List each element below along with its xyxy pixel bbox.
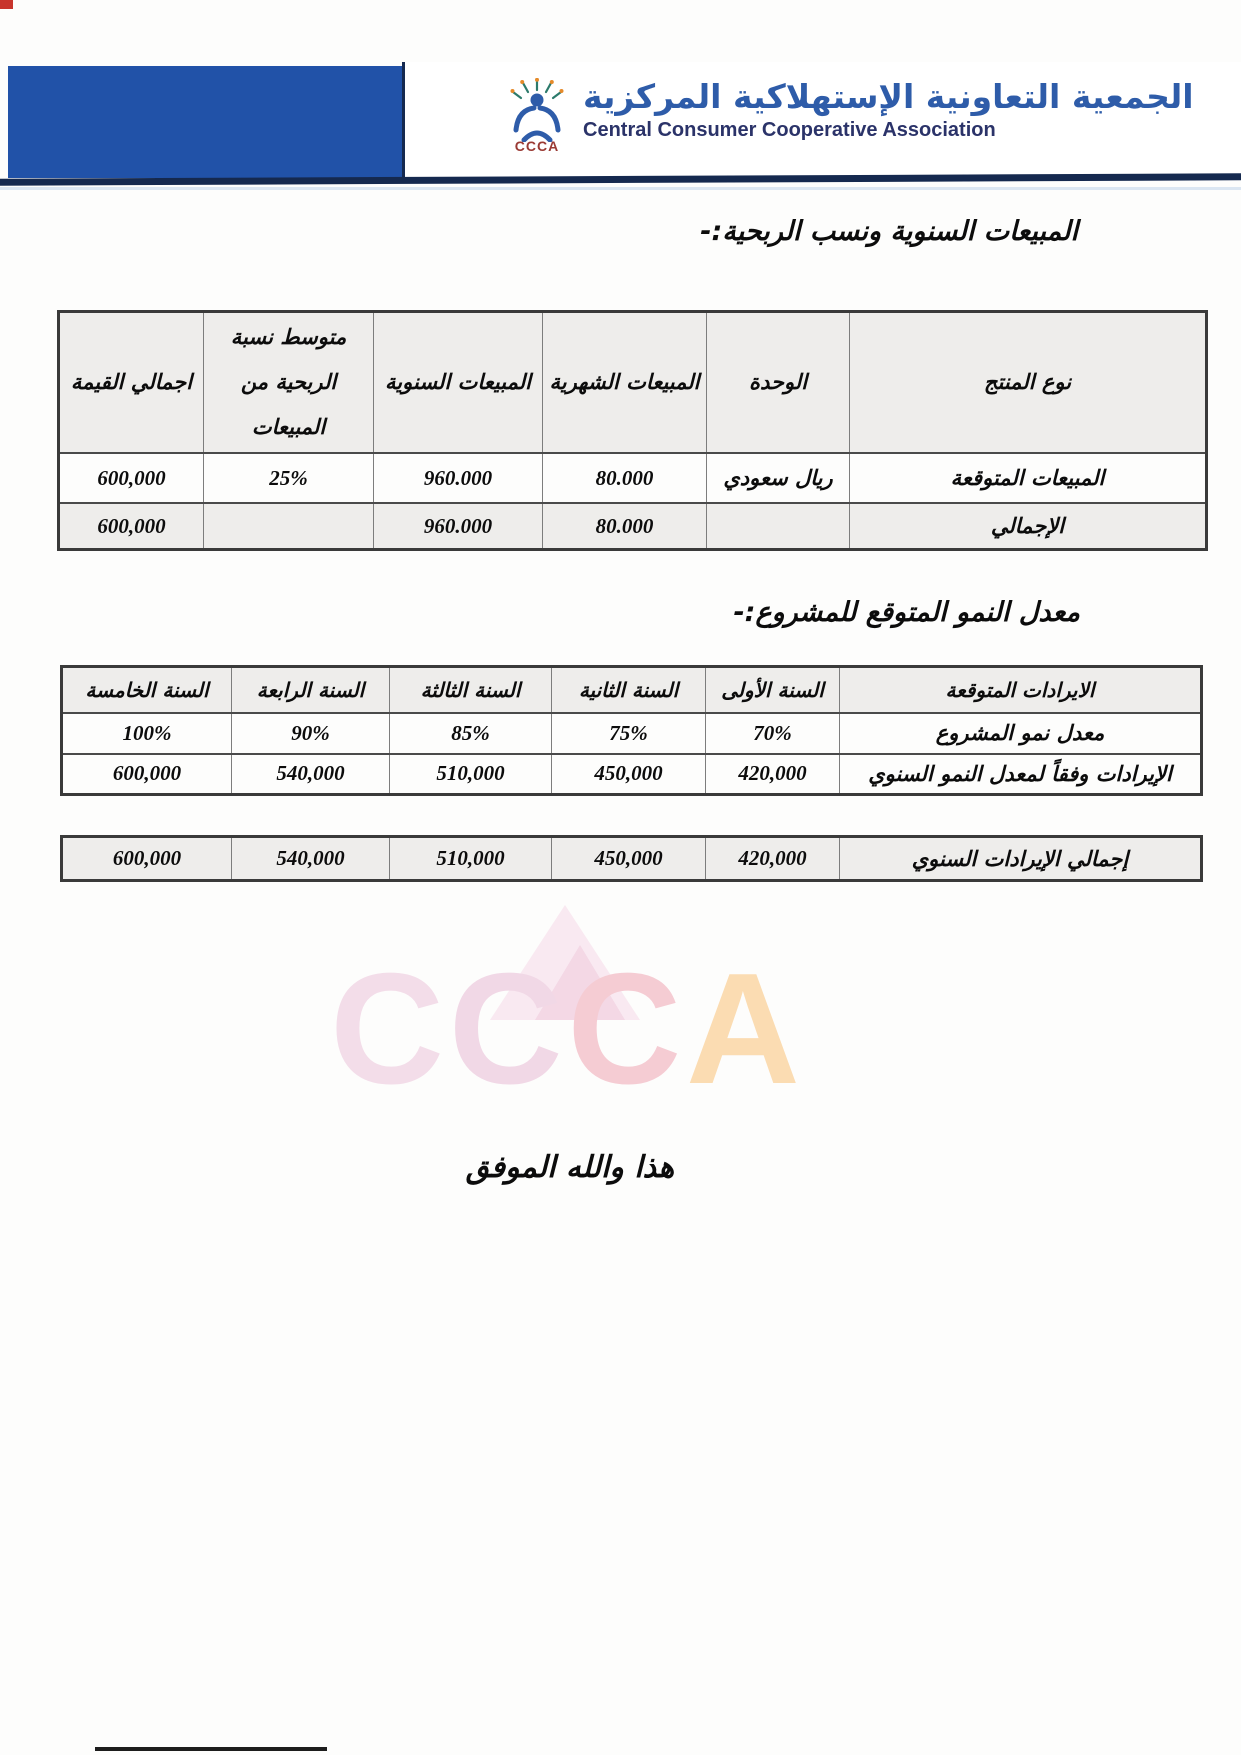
watermark-triangle-icon [490, 905, 640, 1020]
cell-total-label: إجمالي الإيرادات السنوي [840, 837, 1202, 881]
cell-annual: 960.000 [374, 453, 543, 503]
header-soft-line [0, 187, 1241, 190]
col-header-avg-profit-ratio: متوسط نسبة الربحية من المبيعات [204, 312, 374, 454]
col-header-product-type: نوع المنتج [850, 312, 1207, 454]
ccca-logo-figure [508, 78, 566, 142]
cell-year3: 510,000 [390, 754, 552, 795]
col-header-year4: السنة الرابعة [232, 667, 390, 713]
cell-year1: 420,000 [706, 754, 840, 795]
cell-year3: 85% [390, 713, 552, 754]
org-name-arabic: الجمعية التعاونية الإستهلاكية المركزية [583, 77, 1194, 116]
col-header-expected-revenues: الايرادات المتوقعة [840, 667, 1202, 713]
watermark-triangle-inner-icon [535, 945, 625, 1020]
cell-year4: 540,000 [232, 754, 390, 795]
scan-artifact-line [95, 1747, 327, 1751]
table-header-row [59, 312, 1207, 454]
annual-revenues-total-table [60, 835, 1203, 882]
annual-sales-table [57, 310, 1208, 551]
cell-ratio: 25% [204, 453, 374, 503]
watermark-letter: C [330, 941, 445, 1117]
cell-product: المبيعات المتوقعة [850, 453, 1207, 503]
section2-title: معدل النمو المتوقع للمشروع:- [733, 597, 1080, 628]
growth-rate-table [60, 665, 1203, 796]
cell-total: 600,000 [59, 503, 204, 549]
cell-monthly: 80.000 [543, 453, 707, 503]
watermark-letter: A [685, 941, 800, 1117]
watermark-letter: C [567, 941, 682, 1117]
cell-year1: 70% [706, 713, 840, 754]
cell-total: 600,000 [59, 453, 204, 503]
table-total-row [62, 837, 1202, 881]
col-header-year3: السنة الثالثة [390, 667, 552, 713]
cell-year5: 100% [62, 713, 232, 754]
watermark-letter: C [448, 941, 563, 1117]
col-header-annual-sales: المبيعات السنوية [374, 312, 543, 454]
ccca-logo-icon [505, 78, 569, 162]
col-header-year2: السنة الثانية [552, 667, 706, 713]
cell-annual: 960.000 [374, 503, 543, 549]
cell-monthly: 80.000 [543, 503, 707, 549]
cell-year5: 600,000 [62, 837, 232, 881]
cell-year3: 510,000 [390, 837, 552, 881]
cell-year2: 450,000 [552, 754, 706, 795]
col-header-total-value: اجمالي القيمة [59, 312, 204, 454]
section1-title: المبيعات السنوية ونسب الربحية:- [700, 216, 1078, 247]
table-row-growth-rate [62, 713, 1202, 754]
col-header-monthly-sales: المبيعات الشهرية [543, 312, 707, 454]
table-row-revenues [62, 754, 1202, 795]
org-name-english: Central Consumer Cooperative Association [583, 118, 996, 141]
cell-year2: 450,000 [552, 837, 706, 881]
closing-text: هذا والله الموفق [465, 1150, 675, 1185]
table-total-row [59, 503, 1207, 549]
table-header-row [62, 667, 1202, 713]
cell-row-label: معدل نمو المشروع [840, 713, 1202, 754]
col-header-year1: السنة الأولى [706, 667, 840, 713]
watermark-letters [330, 941, 800, 1117]
table-row [59, 453, 1207, 503]
cell-unit [707, 503, 850, 549]
col-header-unit: الوحدة [707, 312, 850, 454]
cell-year4: 90% [232, 713, 390, 754]
cell-year4: 540,000 [232, 837, 390, 881]
col-header-year5: السنة الخامسة [62, 667, 232, 713]
scan-red-mark [0, 0, 13, 9]
cell-product: الإجمالي [850, 503, 1207, 549]
cell-row-label: الإيرادات وفقاً لمعدل النمو السنوي [840, 754, 1202, 795]
cell-ratio [204, 503, 374, 549]
brand-text [583, 78, 1194, 142]
header-blue-band [8, 66, 402, 178]
cell-year5: 600,000 [62, 754, 232, 795]
cell-year2: 75% [552, 713, 706, 754]
cell-unit: ريال سعودي [707, 453, 850, 503]
cell-year1: 420,000 [706, 837, 840, 881]
ccca-acronym-label: CCCA [514, 138, 560, 154]
brand-lockup [505, 78, 1194, 162]
